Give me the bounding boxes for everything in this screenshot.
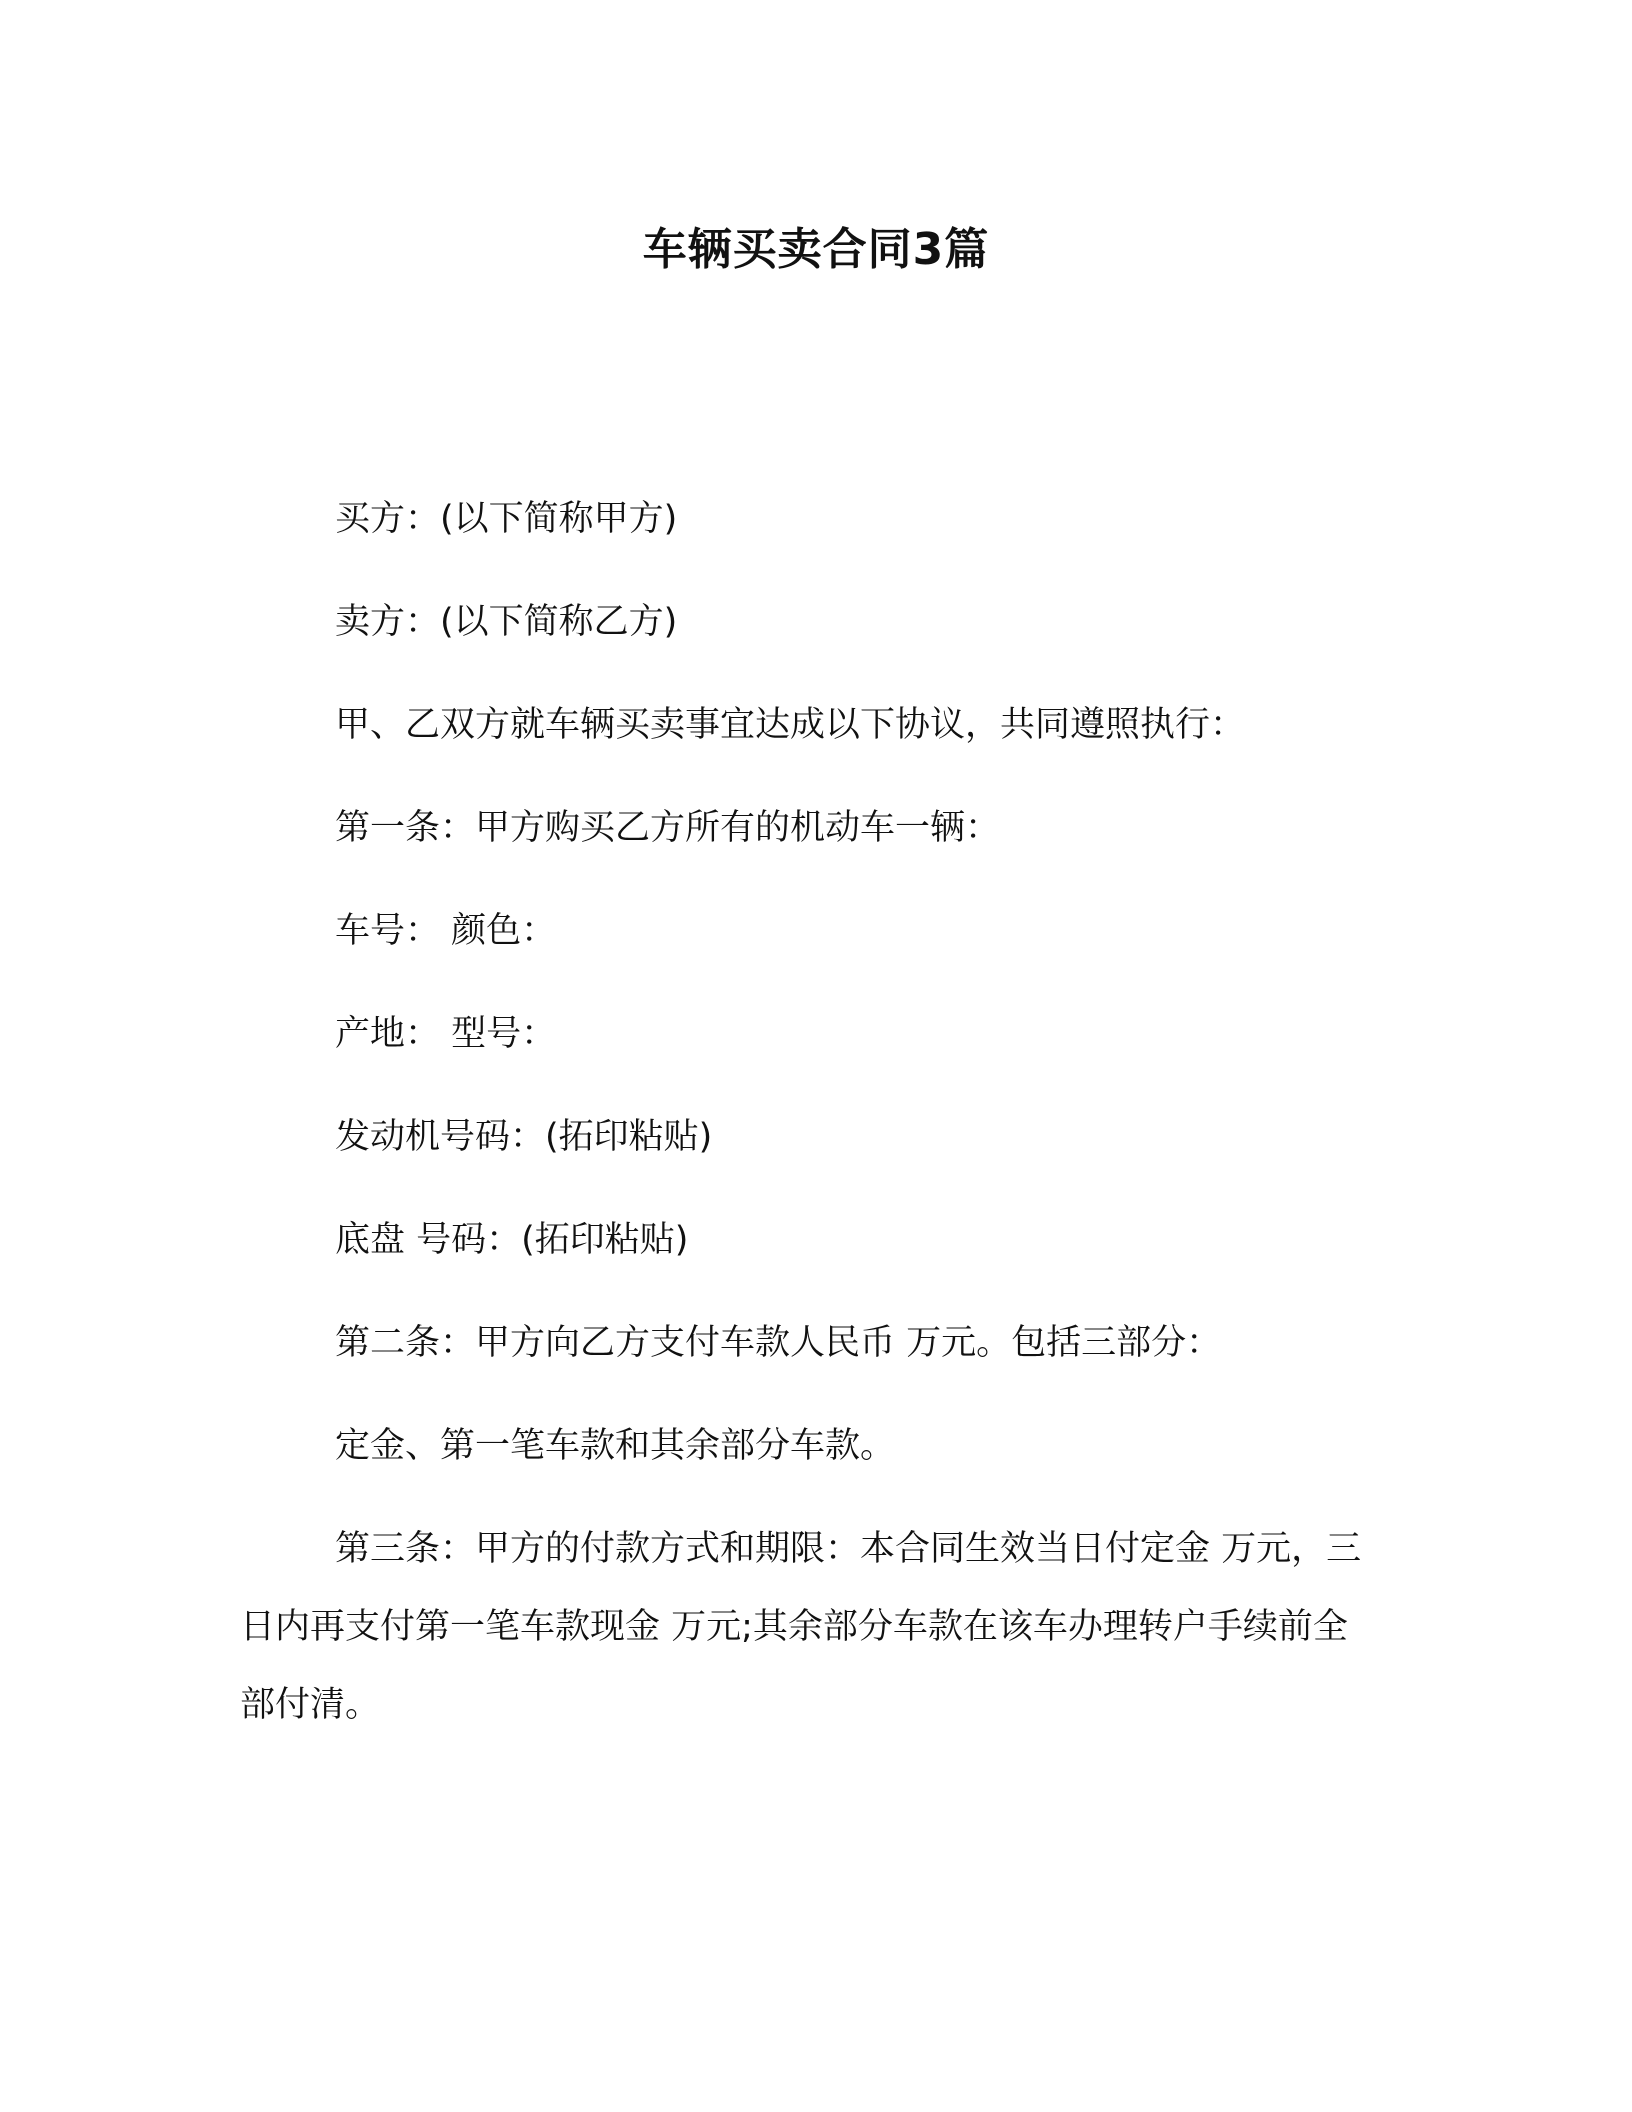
paragraph-origin-model: 产地： 型号： — [335, 1014, 557, 1054]
paragraph-engine-number: 发动机号码：(拓印粘贴) — [335, 1117, 713, 1157]
paragraph-article-3: 第三条：甲方的付款方式和期限：本合同生效当日付定金 万元，三日内再支付第一笔车款现金 万元;其余部分车款在该车办理转户手续前全部付清。 — [240, 1529, 1362, 1725]
paragraph-article-2: 第二条：甲方向乙方支付车款人民币 万元。包括三部分： — [335, 1323, 1222, 1363]
paragraph-seller: 卖方：(以下简称乙方) — [335, 602, 678, 642]
paragraph-agreement-intro: 甲、乙双方就车辆买卖事宜达成以下协议，共同遵照执行： — [335, 705, 1246, 745]
document-title: 车辆买卖合同3篇 — [642, 224, 990, 275]
paragraph-chassis-number: 底盘 号码：(拓印粘贴) — [335, 1220, 689, 1260]
paragraph-payment-parts: 定金、第一笔车款和其余部分车款。 — [335, 1426, 896, 1466]
paragraph-article-1: 第一条：甲方购买乙方所有的机动车一辆： — [335, 808, 1001, 848]
paragraph-plate-color: 车号： 颜色： — [335, 911, 557, 951]
paragraph-buyer: 买方：(以下简称甲方) — [335, 499, 678, 539]
